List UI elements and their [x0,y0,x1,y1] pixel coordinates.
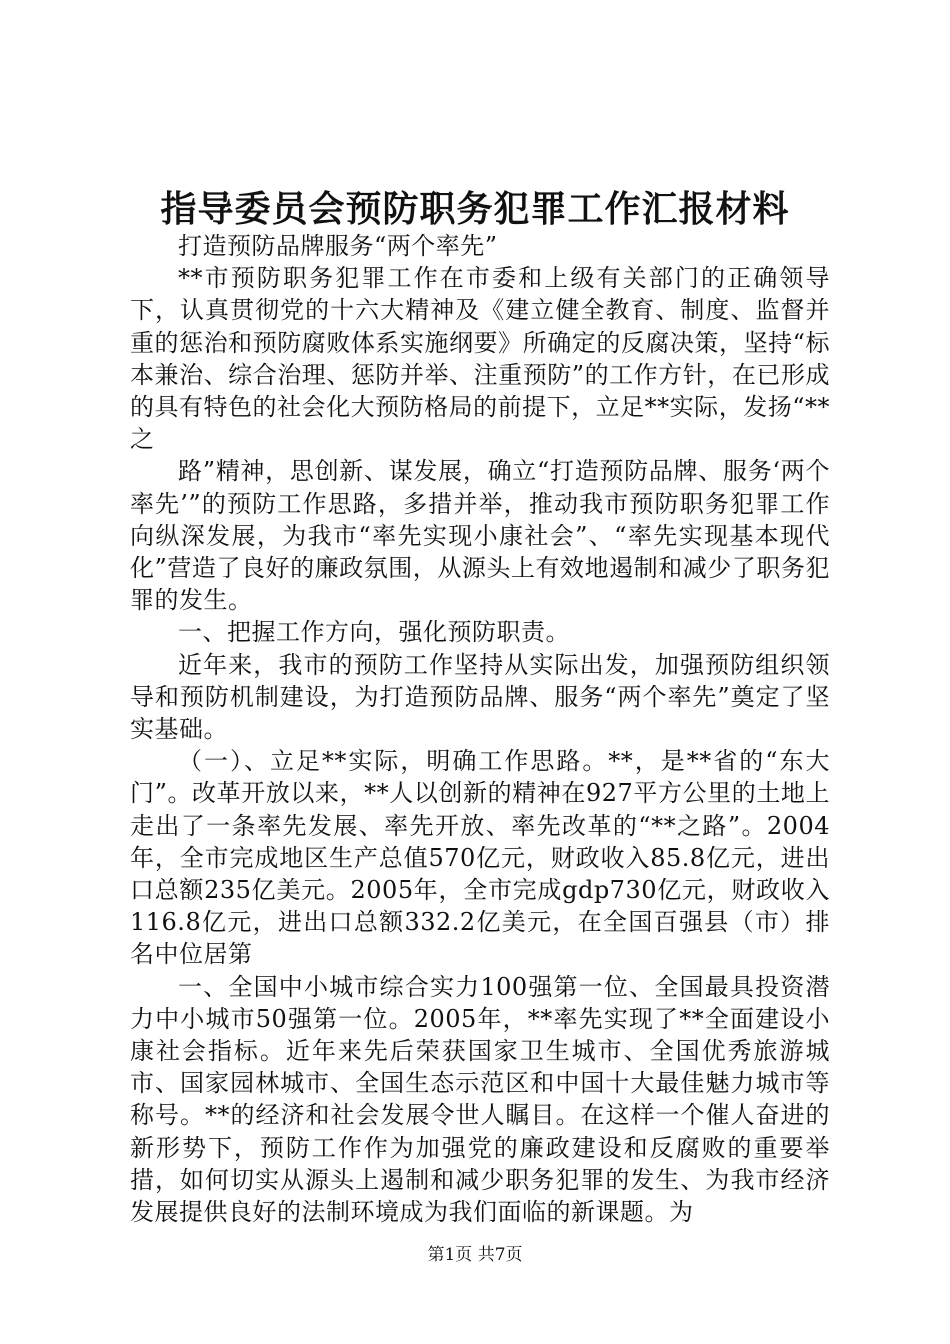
document-title: 指导委员会预防职务犯罪工作汇报材料 [160,188,790,230]
paragraph-subsection-1: （一）、立足**实际，明确工作思路。**，是**省的“东大门”。改革开放以来，**人以创新的精神在927平方公里的土地上走出了一条率先发展、率先开放、率先改革的“**之路”。2004年，全市完成地区生产总值570亿元，财政收入85.8亿元，进出口总额235亿美元。2005年，全市完成gdp730亿元，财政收入116.8亿元，进出口总额332.2亿美元，在全国百强县（市）排名中位居第 [130,747,830,969]
document-body [130,230,830,1228]
paragraph-intro-continued: 路”精神，思创新、谋发展，确立“打造预防品牌、服务‘两个率先’”的预防工作思路，多措并举，推动我市预防职务犯罪工作向纵深发展，为我市“率先实现小康社会”、“率先实现基本现代化”营造了良好的廉政氛围，从源头上有效地遏制和减少了职务犯罪的发生。 [130,457,830,615]
paragraph-subsection-1-continued: 一、全国中小城市综合实力100强第一位、全国最具投资潜力中小城市50强第一位。2005年，**率先实现了**全面建设小康社会指标。近年来先后荣获国家卫生城市、全国优秀旅游城市、国家园林城市、全国生态示范区和中国十大最佳魅力城市等称号。**的经济和社会发展令世人瞩目。在这样一个催人奋进的新形势下，预防工作作为加强党的廉政建设和反腐败的重要举措，如何切实从源头上遏制和减少职务犯罪的发生、为我市经济发展提供良好的法制环境成为我们面临的新课题。为 [130,972,830,1227]
paragraph-intro: **市预防职务犯罪工作在市委和上级有关部门的正确领导下，认真贯彻党的十六大精神及《建立健全教育、制度、监督并重的惩治和预防腐败体系实施纲要》所确定的反腐决策，坚持“标本兼治、综合治理、惩防并举、注重预防”的工作方针，在已形成的具有特色的社会化大预防格局的前提下，立足**实际，发扬“**之 [130,264,830,454]
paragraph-subtitle: 打造预防品牌服务“两个率先” [178,232,498,260]
section-heading-1: 一、把握工作方向，强化预防职责。 [178,618,570,647]
page-number-footer: 第1页 共7页 [427,1245,523,1265]
paragraph-section-1: 近年来，我市的预防工作坚持从实际出发，加强预防组织领导和预防机制建设，为打造预防品牌、服务“两个率先”奠定了坚实基础。 [130,650,830,744]
